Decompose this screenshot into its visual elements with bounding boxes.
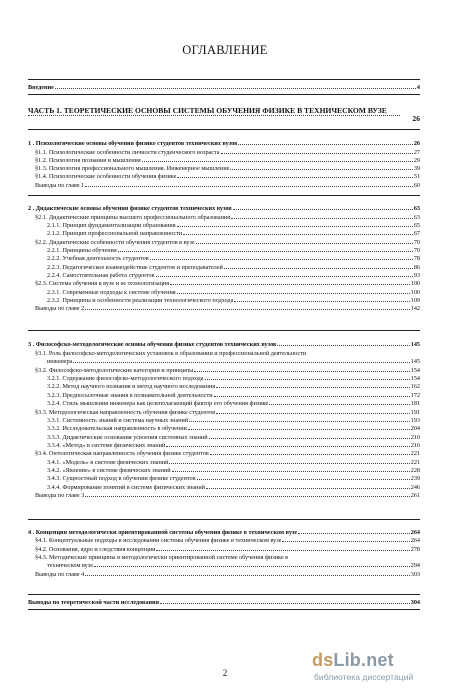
toc-entry-page: 78 bbox=[413, 255, 420, 262]
toc-entry-label: 1 . Психологические основы обучения физике студентов технических вузов bbox=[28, 140, 238, 147]
leader-dots bbox=[85, 496, 410, 497]
toc-entry-page: 172 bbox=[410, 392, 420, 399]
toc-entry-page: 221 bbox=[410, 459, 420, 466]
toc-entry-label: §4.1. Концептуальные подходы в исследовании системы обучения физике в техническом вузе bbox=[35, 537, 282, 544]
leader-dots bbox=[282, 541, 409, 542]
toc-entry-label: 2.2.4. Самостоятельная работа студентов bbox=[47, 272, 155, 279]
leader-dots bbox=[55, 88, 416, 89]
toc-entry-label: 3.2.2. Метод научного познания и метод научного исследования bbox=[47, 383, 216, 390]
toc-entry-page: 210 bbox=[410, 434, 420, 441]
toc-entry-page: 51 bbox=[413, 173, 420, 180]
toc-entry-page: 63 bbox=[413, 205, 420, 212]
toc-intro-label: Введение bbox=[28, 84, 54, 91]
toc-conclusion-page: 304 bbox=[410, 599, 420, 606]
watermark-logo: dsLib.net bbox=[312, 650, 394, 670]
toc-entry-label: 2.2.1. Принципы обучения bbox=[47, 247, 117, 254]
toc-entry-page: 39 bbox=[413, 165, 420, 172]
toc-entry-label: 2.2.2. Учебная деятельность студентов bbox=[47, 255, 149, 262]
toc-entry-label: инженера bbox=[47, 358, 73, 365]
leader-dots bbox=[28, 115, 400, 116]
toc-entry-page: 109 bbox=[410, 297, 420, 304]
toc-entry-label: §3.4. Онтологическая направленность обучения физике студентов bbox=[35, 450, 209, 457]
toc-entry-page: 204 bbox=[410, 425, 420, 432]
toc-entry-label: §1.1. Психологические особенности личности студенческого возраста bbox=[35, 149, 220, 156]
toc-entry-page: 216 bbox=[410, 442, 420, 449]
toc-entry-label: 3.2.4. Стиль мышления инженера как целеполагающий фактор его обучения физике bbox=[47, 400, 269, 407]
toc-intro[interactable] bbox=[28, 81, 420, 91]
toc-entry-label: 2.1.2. Принцип профессиональной направленности bbox=[47, 230, 183, 237]
toc-part1[interactable] bbox=[28, 106, 420, 115]
toc-entry-label: §4.2. Основания, ядро и следствия концепции bbox=[35, 546, 156, 553]
rule bbox=[28, 195, 420, 196]
toc-entry-label: 3.3.1. Системность знаний и система научных знаний bbox=[47, 417, 189, 424]
toc-entry-label: §3.3. Методологическая направленность обучения физике студентов bbox=[35, 409, 216, 416]
leader-dots bbox=[85, 309, 410, 310]
toc-entry[interactable] bbox=[28, 489, 420, 499]
toc-entry-page: 154 bbox=[410, 367, 420, 374]
toc-entry-label: 2 . Дидактические основы обучения физике студентов технических вузов bbox=[28, 205, 232, 212]
toc-part1-label: ЧАСТЬ 1. ТЕОРЕТИЧЕСКИЕ ОСНОВЫ СИСТЕМЫ ОБУЧЕНИЯ ФИЗИКЕ В ТЕХНИЧЕСКОМ ВУЗЕ bbox=[28, 106, 387, 115]
toc-entry-label: 3 . Философско-методологические основы обучения физике студентов технических вузов bbox=[28, 341, 277, 348]
toc-entry-label: Выводы по главе 3 bbox=[35, 492, 85, 499]
toc-entry-page: 63 bbox=[413, 214, 420, 221]
toc-entry-page: 60 bbox=[413, 182, 420, 189]
toc-entry-page: 264 bbox=[410, 537, 420, 544]
toc-entry-label: §1.3. Психология профессионального мышления. Инженерное мышление bbox=[35, 165, 230, 172]
toc-entry-page: 228 bbox=[410, 467, 420, 474]
toc-entry-label: 3.2.1. Содержание философско-методологического подхода bbox=[47, 375, 204, 382]
toc-entry-page: 142 bbox=[410, 305, 420, 312]
toc-entry-page: 162 bbox=[410, 383, 420, 390]
toc-entry-page: 154 bbox=[410, 375, 420, 382]
toc-entry-page: 27 bbox=[413, 149, 420, 156]
toc-entry-label: 3.4.3. Сущностный подход в обучении физике студентов bbox=[47, 475, 196, 482]
leader-dots bbox=[150, 259, 413, 260]
watermark-subtitle: библиотека диссертаций bbox=[314, 672, 414, 682]
toc-entry-label: §3.1. Роль философско-методологических установок в образовании и профессиональной деятельности bbox=[35, 350, 307, 357]
toc-entry-page: 67 bbox=[413, 230, 420, 237]
toc-entry-page: 70 bbox=[413, 239, 420, 246]
toc-entry-label: §3.2. Философско-методологические категории и принципы bbox=[35, 367, 194, 374]
toc-entry-label: 3.4.4. Формирование понятий в системе физических знаний bbox=[47, 484, 205, 491]
toc-entry-page: 65 bbox=[413, 222, 420, 229]
toc-entry-label: 3.3.4. «Метод» в системе физических знаний bbox=[47, 442, 166, 449]
leader-dots bbox=[73, 362, 409, 363]
toc-entry-label: Выводы по главе 2 bbox=[35, 305, 85, 312]
leader-dots bbox=[216, 387, 410, 388]
leader-dots bbox=[160, 603, 410, 604]
leader-dots bbox=[170, 284, 410, 285]
toc-entry-label: §2.3. Система обучения в вузе и ее технологизация bbox=[35, 280, 170, 287]
rule bbox=[28, 94, 420, 95]
toc-entry[interactable] bbox=[28, 179, 420, 189]
toc-entry[interactable] bbox=[28, 568, 420, 578]
toc-part1-page: 26 bbox=[412, 114, 420, 123]
toc-entry-page: 278 bbox=[410, 546, 420, 553]
toc-entry-page: 246 bbox=[410, 484, 420, 491]
toc-entry-label: §2.2. Дидактические особенности обучения студентов в вузе bbox=[35, 239, 195, 246]
leader-dots bbox=[238, 144, 412, 145]
leader-dots bbox=[277, 345, 409, 346]
toc-entry-label: §4.3. Методические принципы в методологически ориентированной системе обучения физике в bbox=[35, 554, 289, 561]
toc-entry-label: 3.4.2. «Явление» в системе физических знаний bbox=[47, 467, 171, 474]
toc-entry-label: §2.1. Дидактические принципы высшего профессионального образования bbox=[35, 214, 231, 221]
toc-entry-page: 239 bbox=[410, 475, 420, 482]
toc-entry-page: 93 bbox=[413, 272, 420, 279]
page-number: 2 bbox=[222, 668, 228, 678]
rule bbox=[28, 330, 420, 331]
rule bbox=[28, 519, 420, 520]
toc-entry-label: §1.4. Психологические особенности обучения физике bbox=[35, 173, 177, 180]
toc-entry-page: 181 bbox=[410, 400, 420, 407]
toc-entry-label: Выводы по главе 4 bbox=[35, 571, 85, 578]
leader-dots bbox=[210, 454, 410, 455]
toc-conclusion-label: Выводы по теоретической части исследования bbox=[28, 599, 159, 606]
toc-entry-page: 193 bbox=[410, 417, 420, 424]
leader-dots bbox=[183, 234, 413, 235]
rule bbox=[28, 594, 420, 595]
leader-dots bbox=[85, 186, 413, 187]
toc-entry-label: 3.3.2. Исследовательская направленность в обучении bbox=[47, 425, 187, 432]
toc-entry-page: 86 bbox=[413, 264, 420, 271]
toc-entry-label: 3.4.1. «Модель» в системе физических знаний bbox=[47, 459, 169, 466]
toc-entry[interactable] bbox=[28, 302, 420, 312]
rule bbox=[28, 609, 420, 610]
toc-entry-page: 261 bbox=[410, 492, 420, 499]
leader-dots bbox=[269, 404, 409, 405]
toc-entry-page: 70 bbox=[413, 247, 420, 254]
toc-entry-label: 2.1.1. Принцип фундаментализации образования bbox=[47, 222, 176, 229]
leader-dots bbox=[233, 209, 413, 210]
toc-entry-label: техническом вузе bbox=[47, 562, 93, 569]
leader-dots bbox=[94, 566, 410, 567]
toc-entry-label: 2.2.3. Педагогическое взаимодействие студентов и преподавателей bbox=[47, 264, 223, 271]
toc-entry-page: 303 bbox=[410, 571, 420, 578]
toc-entry-label: 2.3.1. Современные подходы к системе обучения bbox=[47, 289, 176, 296]
rule bbox=[28, 129, 420, 130]
leader-dots bbox=[177, 177, 412, 178]
watermark bbox=[312, 648, 442, 684]
toc-entry-label: 3.3.3. Дидактические основания усвоения системных знаний bbox=[47, 434, 208, 441]
toc-entry-page: 145 bbox=[410, 358, 420, 365]
toc-conclusion[interactable] bbox=[28, 596, 420, 606]
toc-entry-page: 221 bbox=[410, 450, 420, 457]
toc-entry-label: 2.3.2. Принципы и особенности реализации технологического подхода bbox=[47, 297, 234, 304]
toc-entry-page: 294 bbox=[410, 562, 420, 569]
toc-entry-page: 191 bbox=[410, 409, 420, 416]
leader-dots bbox=[188, 429, 410, 430]
toc-entry-label: §1.2. Психология познания и мышления bbox=[35, 157, 141, 164]
toc-entry-label: 4 . Концепция методологически ориентированной системы обучения физике в техническом вузе bbox=[28, 529, 298, 536]
leader-dots bbox=[197, 479, 410, 480]
toc-entry-page: 100 bbox=[410, 289, 420, 296]
toc-entry-label: 3.2.3. Предпосылочные знания в познавательной деятельности bbox=[47, 392, 213, 399]
toc-entry-page: 29 bbox=[413, 157, 420, 164]
leader-dots bbox=[85, 575, 410, 576]
toc-intro-page: 4 bbox=[416, 84, 420, 91]
toc-entry-label: Выводы по главе 1 bbox=[35, 182, 85, 189]
toc-entry-page: 26 bbox=[413, 140, 420, 147]
page-title: ОГЛАВЛЕНИЕ bbox=[182, 43, 268, 57]
toc-entry-page: 264 bbox=[410, 529, 420, 536]
toc-entry-page: 100 bbox=[410, 280, 420, 287]
toc-entry-page: 145 bbox=[410, 341, 420, 348]
top-rule bbox=[28, 79, 420, 80]
